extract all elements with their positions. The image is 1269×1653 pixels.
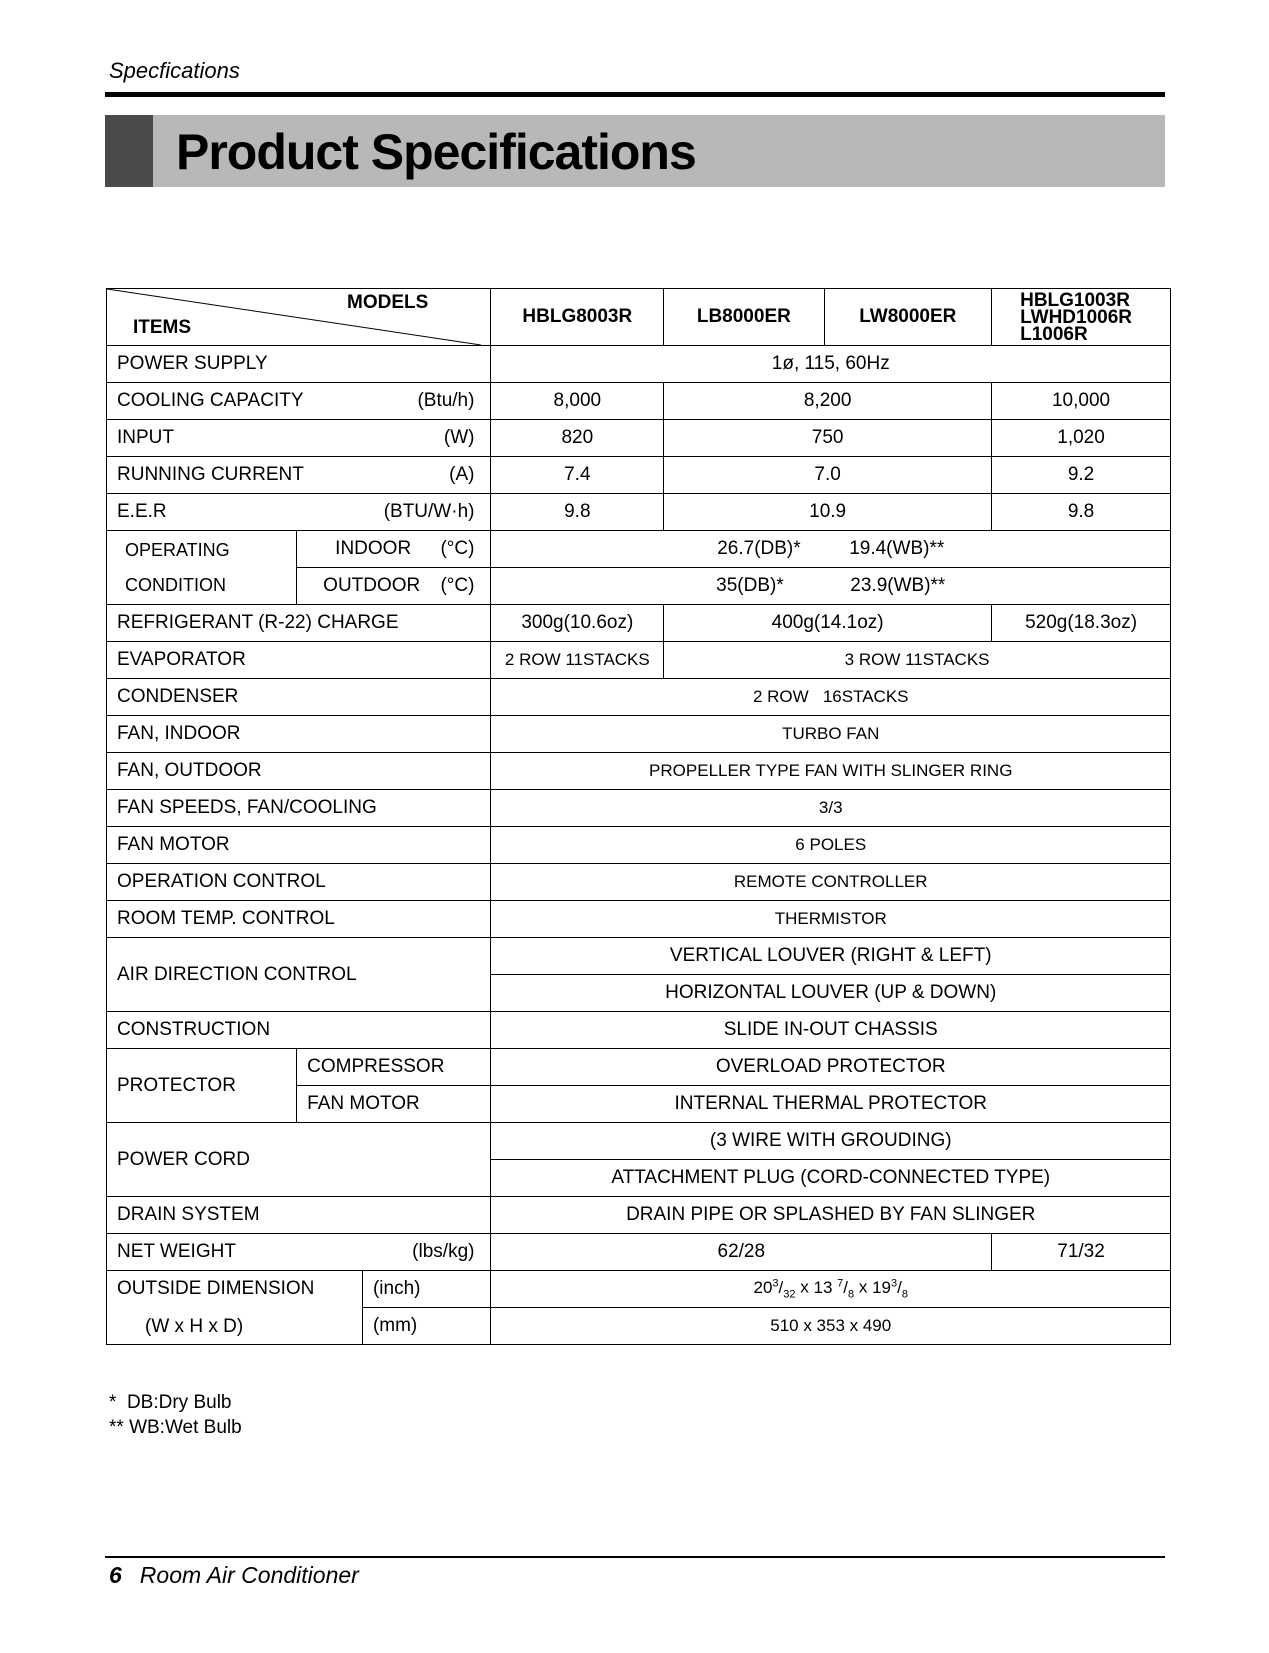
table-header-row <box>107 289 1171 346</box>
row-label: OPERATION CONTROL <box>107 864 491 901</box>
cell-value: $20^3/_{32}$ x 13 $^7/_8$ x $19^3/_8$ <box>491 1271 1171 1308</box>
cell-value: 7.0 <box>664 457 992 494</box>
row-label: INPUT <box>117 427 174 448</box>
cell-value: 10,000 <box>992 383 1171 420</box>
row-unit: (Btu/h) <box>417 390 475 411</box>
table-row <box>107 864 1171 901</box>
title-bar <box>105 115 1165 187</box>
row-label: AIR DIRECTION CONTROL <box>107 938 491 1012</box>
table-row <box>107 346 1171 383</box>
table-row <box>107 1012 1171 1049</box>
row-label-cell <box>107 1234 491 1271</box>
model-name: LWHD1006R <box>1020 306 1133 328</box>
row-sublabel: FAN MOTOR <box>297 1086 491 1123</box>
cell-value: 400g(14.1oz) <box>664 605 992 642</box>
row-unit: (W) <box>443 427 475 448</box>
table-row <box>107 1049 1171 1086</box>
cell-value: DRAIN PIPE OR SPLASHED BY FAN SLINGER <box>491 1197 1171 1234</box>
row-unit: (°C) <box>440 575 475 596</box>
table-row <box>107 790 1171 827</box>
model-group-header <box>992 289 1171 346</box>
footnotes <box>109 1390 242 1440</box>
row-unit: (A) <box>449 464 475 485</box>
cell-value: INTERNAL THERMAL PROTECTOR <box>491 1086 1171 1123</box>
row-label-cell <box>107 420 491 457</box>
footnote: * DB:Dry Bulb <box>109 1392 232 1413</box>
row-sublabel: OUTDOOR <box>323 575 421 596</box>
table-row <box>107 716 1171 753</box>
cell-value: THERMISTOR <box>491 901 1171 938</box>
cell-value: PROPELLER TYPE FAN WITH SLINGER RING <box>491 753 1171 790</box>
table-row <box>107 494 1171 531</box>
row-label: OPERATING <box>125 539 230 560</box>
row-unit: (lbs/kg) <box>412 1241 475 1262</box>
table-row <box>107 531 1171 568</box>
cell-value: 8,200 <box>664 383 992 420</box>
row-label-cell <box>107 494 491 531</box>
cell-value: ATTACHMENT PLUG (CORD-CONNECTED TYPE) <box>491 1160 1171 1197</box>
row-label: DRAIN SYSTEM <box>107 1197 491 1234</box>
table-row <box>107 420 1171 457</box>
row-label: FAN MOTOR <box>107 827 491 864</box>
model-name: HBLG1003R <box>1020 289 1130 311</box>
row-sublabel: INDOOR <box>335 538 412 559</box>
page-number: 6 <box>109 1562 122 1588</box>
row-label: REFRIGERANT (R-22) CHARGE <box>107 605 491 642</box>
cell-value: 2 ROW 16STACKS <box>491 679 1171 716</box>
table-row <box>107 901 1171 938</box>
cell-value: 71/32 <box>992 1234 1171 1271</box>
dimension-label <box>107 1271 363 1345</box>
wb-value: 23.9(WB)** <box>850 575 946 596</box>
cell-value <box>491 531 1171 568</box>
model-header: HBLG8003R <box>491 289 664 346</box>
footer-title: Room Air Conditioner <box>139 1562 359 1588</box>
models-label: MODELS <box>347 292 429 313</box>
spec-table <box>106 288 1171 1345</box>
row-sublabel: COMPRESSOR <box>297 1049 491 1086</box>
row-label-cell <box>107 383 491 420</box>
cell-value: OVERLOAD PROTECTOR <box>491 1049 1171 1086</box>
cell-value: (3 WIRE WITH GROUDING) <box>491 1123 1171 1160</box>
row-label: EVAPORATOR <box>107 642 491 679</box>
row-unit: (mm) <box>362 1308 491 1345</box>
cell-value: 7.4 <box>491 457 664 494</box>
row-label: FAN SPEEDS, FAN/COOLING <box>107 790 491 827</box>
db-value: 35(DB)* <box>716 575 784 596</box>
row-unit: (inch) <box>362 1271 491 1308</box>
table-row <box>107 938 1171 975</box>
row-label-cell <box>297 531 491 568</box>
row-label: POWER CORD <box>107 1123 491 1197</box>
top-rule <box>105 92 1165 97</box>
cell-value: 520g(18.3oz) <box>992 605 1171 642</box>
cell-value: HORIZONTAL LOUVER (UP & DOWN) <box>491 975 1171 1012</box>
row-label: COOLING CAPACITY <box>117 390 304 411</box>
row-label: ROOM TEMP. CONTROL <box>107 901 491 938</box>
cell-value: 9.2 <box>992 457 1171 494</box>
model-name: L1006R <box>1020 323 1088 345</box>
items-label: ITEMS <box>133 317 192 338</box>
table-row <box>107 1271 1171 1308</box>
table-row <box>107 827 1171 864</box>
cell-value: 6 POLES <box>491 827 1171 864</box>
dim-depth: $19^3/_8$ <box>872 1277 908 1301</box>
cell-value: 9.8 <box>491 494 664 531</box>
table-row <box>107 1123 1171 1160</box>
cell-value: REMOTE CONTROLLER <box>491 864 1171 901</box>
cell-value: 1ø, 115, 60Hz <box>491 346 1171 383</box>
model-header: LB8000ER <box>664 289 824 346</box>
cell-value: 820 <box>491 420 664 457</box>
row-unit: (°C) <box>440 538 475 559</box>
model-header: LW8000ER <box>824 289 992 346</box>
wb-value: 19.4(WB)** <box>849 538 945 559</box>
cell-value: 9.8 <box>992 494 1171 531</box>
row-label: E.E.R <box>117 501 167 522</box>
section-label: Specfications <box>109 58 240 83</box>
row-label: CONDITION <box>125 574 226 595</box>
table-row <box>107 753 1171 790</box>
cell-value <box>491 568 1171 605</box>
cell-value: 1,020 <box>992 420 1171 457</box>
cell-value: 10.9 <box>664 494 992 531</box>
row-label: FAN, OUTDOOR <box>107 753 491 790</box>
cell-value: SLIDE IN-OUT CHASSIS <box>491 1012 1171 1049</box>
cell-value: 510 x 353 x 490 <box>491 1308 1171 1345</box>
bottom-rule <box>105 1556 1165 1558</box>
dim-width: $20^3/_{32}$ <box>753 1277 796 1301</box>
cell-value: 8,000 <box>491 383 664 420</box>
row-label: PROTECTOR <box>107 1049 297 1123</box>
corner-cell <box>107 289 491 346</box>
operating-condition-label <box>107 531 297 605</box>
row-label: RUNNING CURRENT <box>117 464 304 485</box>
db-value: 26.7(DB)* <box>717 538 801 559</box>
row-label-cell <box>297 568 491 605</box>
cell-value: 62/28 <box>491 1234 992 1271</box>
table-row <box>107 1197 1171 1234</box>
row-label: NET WEIGHT <box>117 1241 236 1262</box>
row-label: OUTSIDE DIMENSION <box>117 1277 315 1299</box>
table-row <box>107 457 1171 494</box>
page-footer <box>109 1562 359 1589</box>
row-label: (W x H x D) <box>145 1315 244 1337</box>
cell-value: 3 ROW 11STACKS <box>664 642 1171 679</box>
cell-value: 750 <box>664 420 992 457</box>
row-label: FAN, INDOOR <box>107 716 491 753</box>
row-label: CONSTRUCTION <box>107 1012 491 1049</box>
cell-value: 2 ROW 11STACKS <box>491 642 664 679</box>
table-row <box>107 679 1171 716</box>
cell-value: TURBO FAN <box>491 716 1171 753</box>
row-unit: (BTU/W·h) <box>383 501 475 522</box>
table-row <box>107 605 1171 642</box>
dim-height: 13 $^7/_8$ <box>813 1277 855 1301</box>
row-label-cell <box>107 457 491 494</box>
row-label: POWER SUPPLY <box>107 346 491 383</box>
cell-value: VERTICAL LOUVER (RIGHT & LEFT) <box>491 938 1171 975</box>
page-title: Product Specifications <box>176 124 696 180</box>
footnote: ** WB:Wet Bulb <box>109 1417 242 1438</box>
table-row <box>107 1234 1171 1271</box>
cell-value: 3/3 <box>491 790 1171 827</box>
title-accent <box>105 115 153 187</box>
cell-value: 300g(10.6oz) <box>491 605 664 642</box>
table-row <box>107 383 1171 420</box>
table-row <box>107 642 1171 679</box>
row-label: CONDENSER <box>107 679 491 716</box>
